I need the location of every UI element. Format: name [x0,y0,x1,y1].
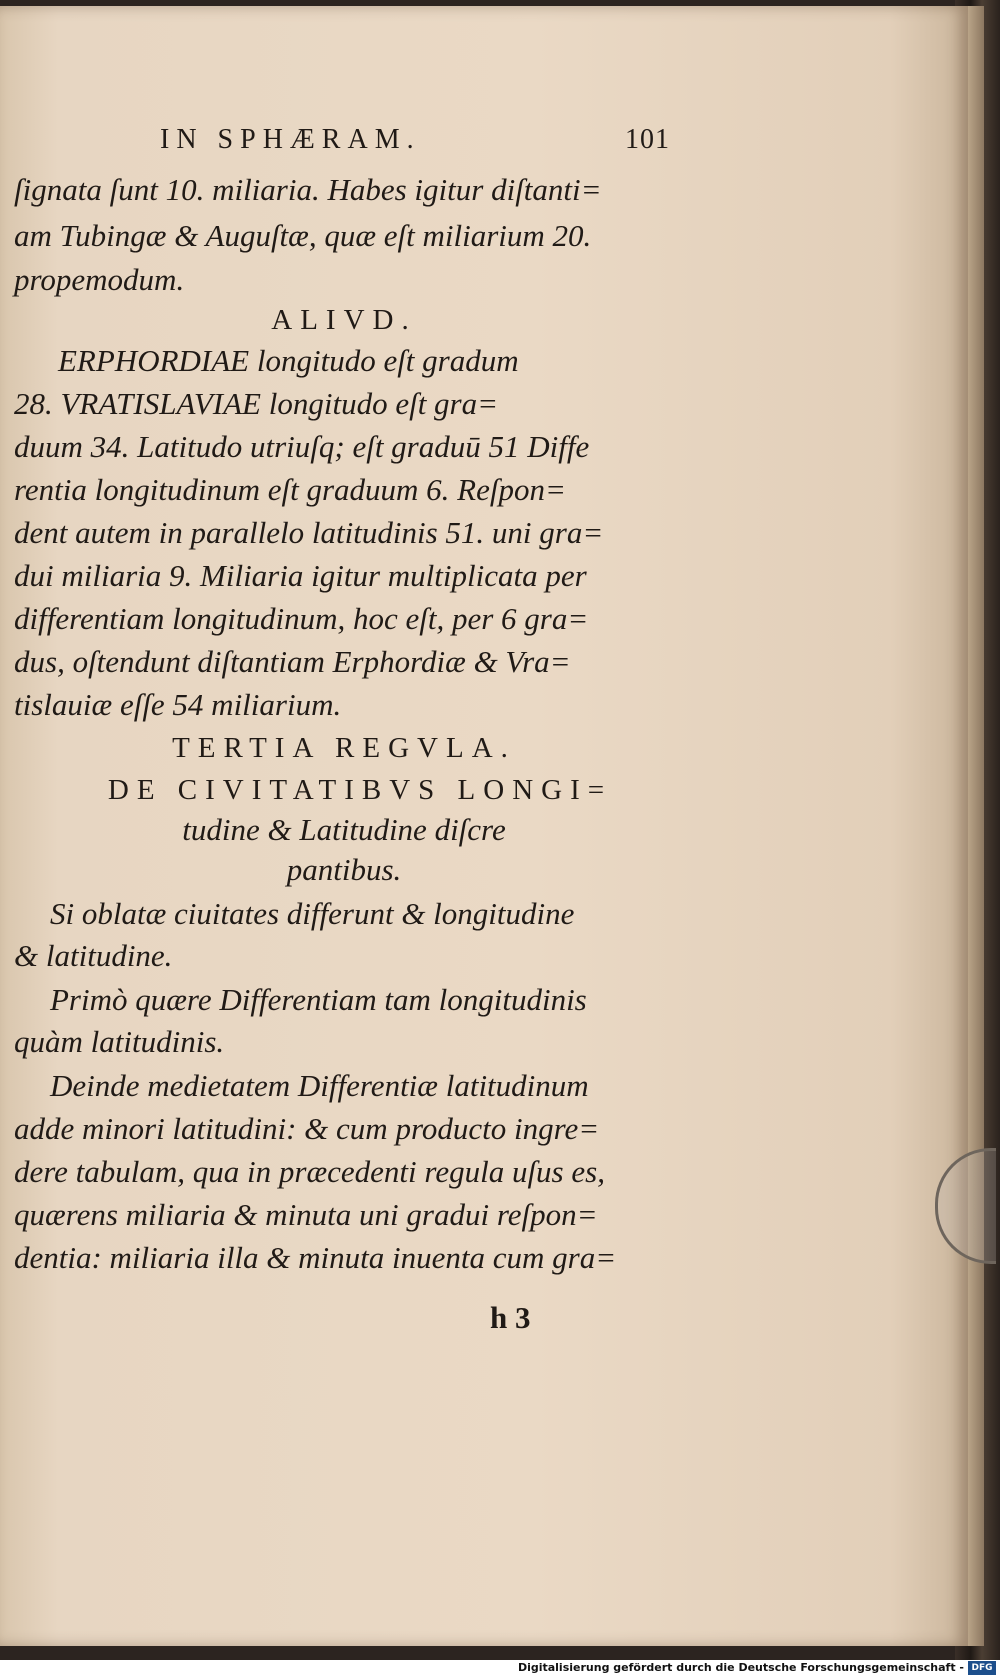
text-line-18: Si oblatæ ciuitates differunt & longitudine [50,896,575,931]
text-line-8: rentia longitudinum eſt graduum 6. Reſpon= [14,472,566,507]
text-line-24: dere tabulam, qua in præcedenti regula uſus es, [14,1154,605,1189]
text-line-5: ERPHORDIAE longitudo eſt gradum [58,343,519,378]
text-line-13: tislauiæ eſſe 54 miliarium. [14,687,342,722]
signature-mark: h 3 [490,1300,531,1335]
page-edge-strip [968,6,984,1646]
text-line-2: am Tubingæ & Auguſtæ, quæ eſt miliarium 20. [14,218,592,253]
text-line-12: dus, oſtendunt diſtantiam Erphordiæ & Vra= [14,644,571,679]
section-heading-aliud: ALIVD. [271,304,417,336]
footer-credit: Digitalisierung gefördert durch die Deutsche Forschungsgemeinschaft - [517,1661,964,1674]
text-line-26: dentia: miliaria illa & minuta inuenta cum gra= [14,1240,617,1275]
running-title: IN SPHÆRAM. [160,124,421,155]
running-header [160,124,670,156]
text-line-21: quàm latitudinis. [14,1024,225,1059]
subheading-line-3: pantibus. [286,852,402,887]
text-line-11: differentiam longitudinum, hoc eſt, per 6 gra= [14,601,589,636]
dfg-logo: DFG [968,1661,996,1675]
text-line-25: quærens miliaria & minuta uni gradui reſpon= [14,1197,598,1232]
page-number: 101 [625,124,670,155]
page-text [0,6,968,1646]
subheading-line-1: DE CIVITATIBVS LONGI= [107,774,613,806]
subheading-line-2: tudine & Latitudine diſcre [182,812,506,847]
text-line-20: Primò quære Differentiam tam longitudinis [50,982,587,1017]
text-line-19: & latitudine. [14,938,173,973]
book-page [0,6,968,1646]
text-line-22: Deinde medietatem Differentiæ latitudinum [50,1068,589,1103]
text-line-9: dent autem in parallelo latitudinis 51. uni gra= [14,515,604,550]
text-line-10: dui miliaria 9. Miliaria igitur multiplicata per [14,558,587,593]
section-heading-tertia-regula: TERTIA REGVLA. [172,732,516,764]
text-line-3: propemodum. [14,262,185,297]
text-line-1: ſignata ſunt 10. miliaria. Habes igitur diſtanti= [14,172,602,207]
text-line-7: duum 34. Latitudo utriuſq; eſt graduū 51 Diffe [14,429,590,464]
text-line-23: adde minori latitudini: & cum producto ingre= [14,1111,600,1146]
digitization-footer [0,1660,1000,1676]
text-line-6: 28. VRATISLAVIAE longitudo eſt gra= [14,386,499,421]
